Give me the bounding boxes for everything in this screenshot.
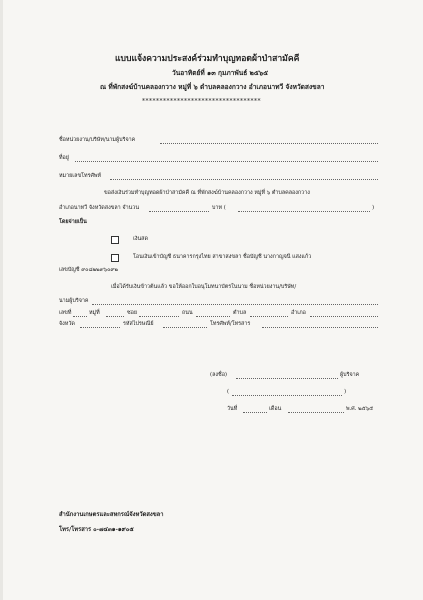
addr-tambon-label: ตำบล [233, 310, 247, 316]
addr-no-field[interactable] [73, 316, 87, 317]
addr-soi-label: ซอย [127, 310, 138, 316]
receipt-line-1: เมื่อได้รับเงินข้าวต้นแล้ว ขอให้ออกใบอนุโมทนาบัตรในนาม ชื่อหน่วยงาน/บริษัท/ [111, 284, 297, 290]
office-phone: โทร/โทรสาร ๐-๗๔๓๑-๑๙๐๕ [59, 527, 134, 533]
header-divider: ********************************** [142, 98, 261, 105]
office-name: สำนักงานเกษตรและสหกรณ์จังหวัดสงขลา [59, 512, 164, 518]
month-field[interactable] [288, 412, 344, 413]
day-field[interactable] [243, 412, 267, 413]
phone-field[interactable] [110, 179, 378, 180]
donation-line-1: ขอส่งเงินร่วมทำบุญทอดผ้าป่าสามัคคี ณ ที่พักสงฆ์บ้านคลองกวาง หมู่ที่ ๖ ตำบลคลองกวาง [104, 190, 310, 196]
amount-words-field[interactable] [238, 211, 370, 212]
address-field[interactable] [75, 161, 378, 162]
donation-unit: บาท ( [212, 205, 226, 211]
receipt-name-field[interactable] [92, 304, 378, 305]
printed-name-field[interactable] [232, 395, 342, 396]
donation-line-2-prefix: อำเภอนาทวี จังหวัดสงขลา จำนวน [59, 205, 140, 211]
addr-moo-label: หมู่ที่ [89, 310, 100, 316]
event-place: ณ ที่พักสงฆ์บ้านคลองกวาง หมู่ที่ ๖ ตำบลคลองกวาง อำเภอนาทวี จังหวัดสงขลา [100, 83, 325, 91]
paren-close: ) [344, 389, 347, 395]
addr-province-label: จังหวัด [59, 321, 75, 327]
addr-moo-field[interactable] [106, 316, 124, 317]
amount-field[interactable] [149, 211, 209, 212]
receipt-line-2: นามผู้บริจาค [59, 298, 89, 304]
year-label: พ.ศ. ๒๕๖๕ [346, 406, 374, 412]
address-label: ที่อยู่ [59, 155, 69, 161]
org-field[interactable] [160, 143, 378, 144]
form-title: แบบแจ้งความประสงค์ร่วมทำบุญทอดผ้าป่าสามัคคี [115, 54, 300, 64]
addr-no-label: เลขที่ [59, 310, 72, 316]
day-label: วันที่ [227, 406, 238, 412]
payment-heading: โดยจ่ายเป็น [59, 219, 87, 225]
addr-phone-field[interactable] [262, 327, 378, 328]
addr-province-field[interactable] [80, 327, 120, 328]
cash-checkbox[interactable] [111, 236, 119, 244]
addr-amphoe-field[interactable] [310, 316, 378, 317]
transfer-checkbox[interactable] [111, 254, 119, 262]
addr-phone-label: โทรศัพท์/โทรสาร [210, 321, 251, 327]
org-label: ชื่อหน่วยงาน/บริษัท/นามผู้บริจาค [59, 137, 136, 143]
paren-open: ( [227, 389, 230, 395]
donation-close: ) [372, 205, 375, 211]
addr-amphoe-label: อำเภอ [291, 310, 306, 316]
phone-label: หมายเลขโทรศัพท์ [59, 173, 101, 179]
cash-label: เงินสด [133, 236, 148, 242]
month-label: เดือน [269, 406, 282, 412]
addr-soi-field[interactable] [139, 316, 179, 317]
transfer-label: โอนเงินเข้าบัญชี ธนาคารกรุงไทย สาขาสงขลา ชื่อบัญชี นางกาญจนี แสงแก้ว [133, 254, 312, 260]
signature-field[interactable] [236, 378, 338, 379]
donor-label: ผู้บริจาค [340, 372, 360, 378]
sign-label: (ลงชื่อ) [210, 372, 228, 378]
addr-road-field[interactable] [196, 316, 230, 317]
addr-postcode-field[interactable] [163, 327, 207, 328]
event-date: วันอาทิตย์ที่ ๑๓ กุมภาพันธ์ ๒๕๖๕ [172, 69, 269, 77]
scan-edge [0, 0, 3, 600]
addr-road-label: ถนน [182, 310, 193, 316]
addr-postcode-label: รหัสไปรษณีย์ [123, 321, 154, 327]
account-number: เลขบัญชี ๙๐๘๒๒๙๖๐๙๒ [59, 267, 118, 273]
addr-tambon-field[interactable] [250, 316, 288, 317]
